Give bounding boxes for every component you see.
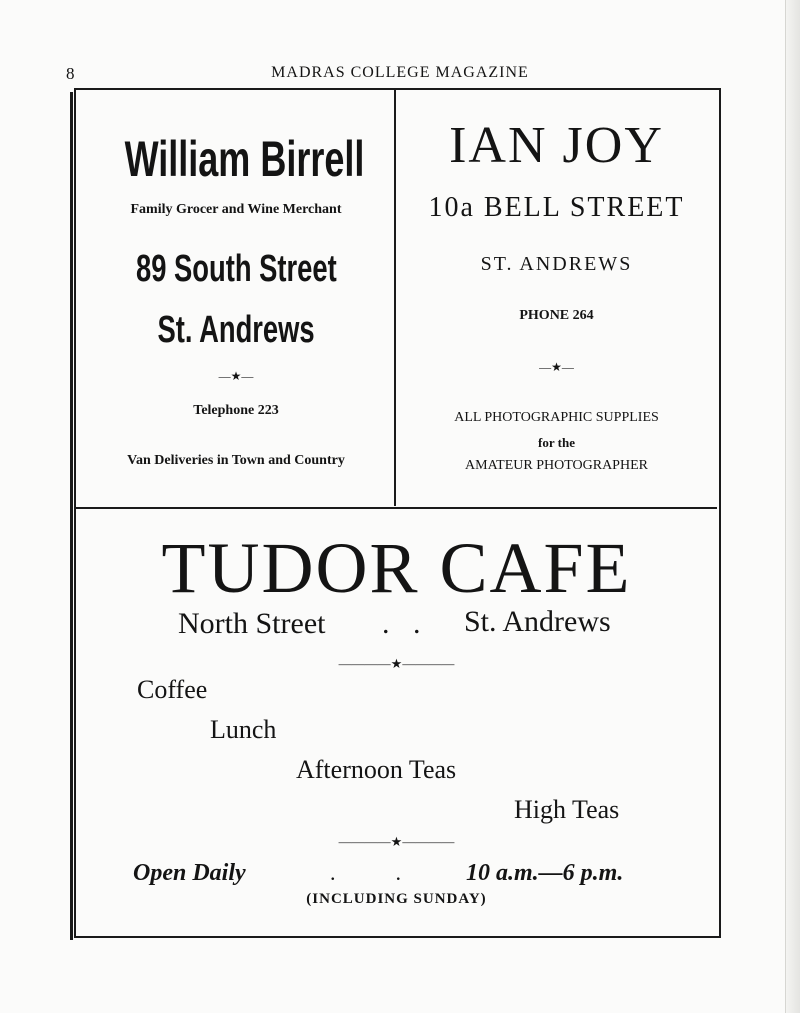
birrell-name-text: William Birrell bbox=[124, 131, 365, 187]
tudor-star-separator-bottom: ————★———— bbox=[338, 834, 455, 849]
open-daily-dots: .. bbox=[330, 860, 461, 885]
frame-rule-left bbox=[70, 92, 73, 940]
joy-supplies-line3: AMATEUR PHOTOGRAPHER bbox=[465, 458, 648, 473]
joy-supplies-line2: for the bbox=[538, 435, 575, 450]
joy-phone: PHONE 264 bbox=[519, 308, 594, 323]
birrell-deliveries: Van Deliveries in Town and Country bbox=[127, 453, 345, 468]
birrell-town bbox=[78, 308, 394, 352]
running-title: MADRAS COLLEGE MAGAZINE bbox=[271, 64, 529, 81]
tudor-address-dots: . . bbox=[382, 607, 429, 640]
birrell-address bbox=[78, 247, 394, 291]
menu-item-high-teas: High Teas bbox=[514, 795, 620, 824]
birrell-address-text: 89 South Street bbox=[135, 248, 337, 290]
advert-joy bbox=[396, 90, 717, 506]
birrell-telephone: Telephone 223 bbox=[193, 403, 279, 418]
birrell-tagline: Family Grocer and Wine Merchant bbox=[130, 202, 342, 217]
horizontal-divider bbox=[76, 507, 717, 509]
menu-item-lunch: Lunch bbox=[210, 715, 277, 744]
joy-star-separator: —★— bbox=[539, 360, 574, 374]
birrell-town-text: St. Andrews bbox=[157, 309, 315, 351]
including-sunday-note: (INCLUDING SUNDAY) bbox=[306, 891, 487, 907]
tudor-cafe-name: TUDOR CAFE bbox=[161, 528, 632, 608]
joy-name: IAN JOY bbox=[449, 117, 664, 174]
menu-item-afternoon-teas: Afternoon Teas bbox=[296, 755, 457, 784]
opening-hours: 10 a.m.—6 p.m. bbox=[466, 860, 624, 886]
menu-item-coffee: Coffee bbox=[137, 675, 208, 704]
page-number: 8 bbox=[66, 64, 75, 83]
tudor-street: North Street bbox=[178, 607, 326, 640]
joy-street: 10a BELL STREET bbox=[428, 192, 685, 223]
joy-supplies-line1: ALL PHOTOGRAPHIC SUPPLIES bbox=[454, 410, 659, 425]
page-edge bbox=[785, 0, 800, 1013]
joy-town: ST. ANDREWS bbox=[480, 253, 633, 275]
advert-birrell bbox=[78, 90, 394, 506]
birrell-name bbox=[78, 130, 394, 188]
birrell-star-separator: —★— bbox=[218, 369, 254, 383]
open-daily-label: Open Daily bbox=[133, 860, 246, 886]
tudor-star-separator-top: ————★———— bbox=[338, 656, 455, 671]
tudor-town: St. Andrews bbox=[464, 605, 611, 638]
